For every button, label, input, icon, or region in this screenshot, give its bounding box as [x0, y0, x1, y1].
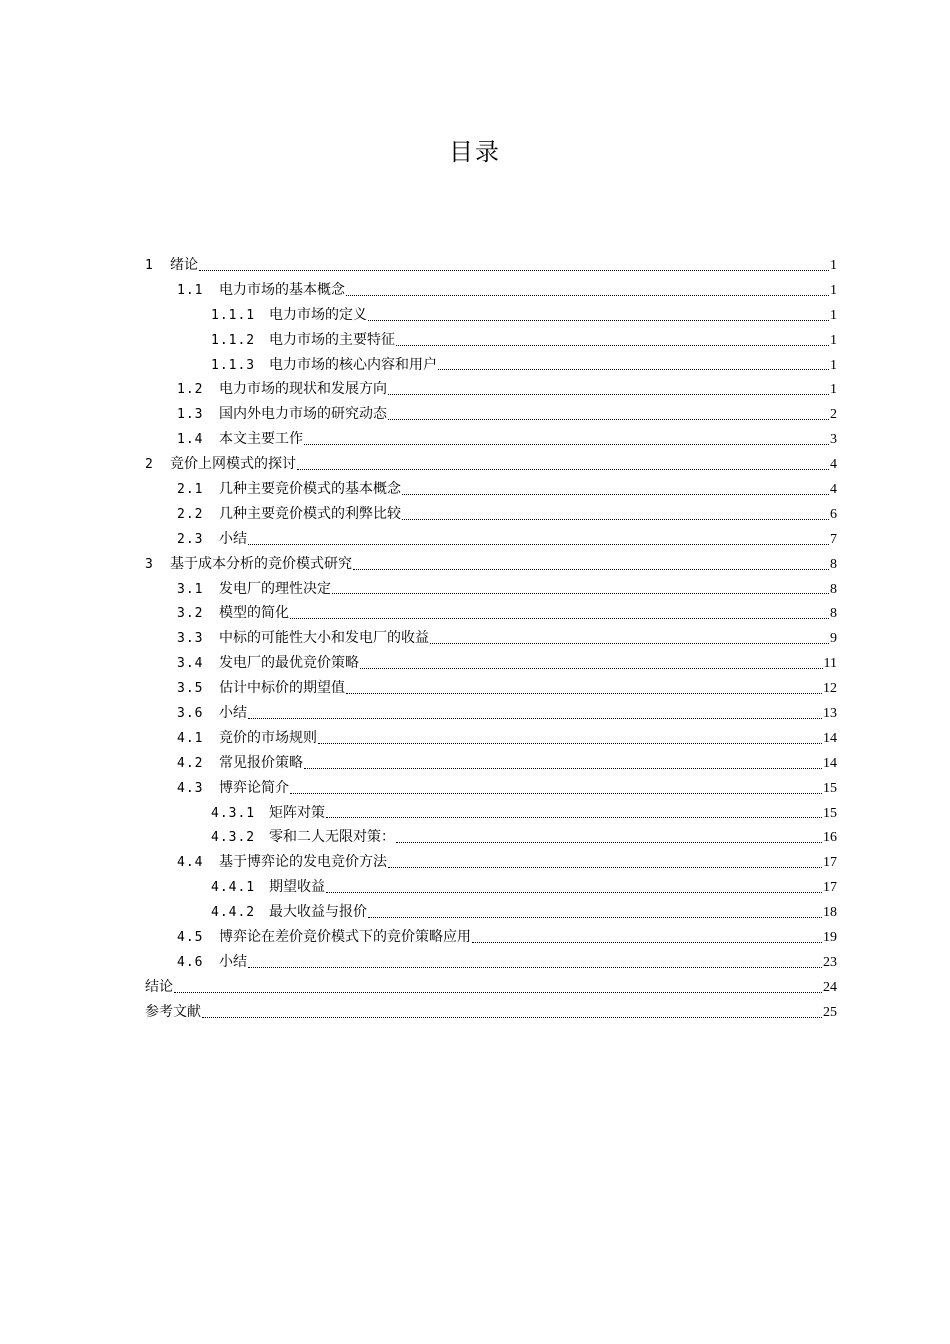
toc-entry-label: 零和二人无限对策：	[269, 829, 395, 846]
toc-entry-label: 电力市场的主要特征	[269, 331, 395, 348]
toc-dot-leader	[346, 692, 822, 694]
toc-entry-number: 4.2	[177, 755, 204, 771]
toc-entry-label: 电力市场的现状和发展方向	[219, 381, 387, 398]
toc-entry[interactable]	[145, 850, 837, 875]
toc-entry-page-number: 4	[830, 457, 837, 473]
toc-entry-page-number: 2	[830, 407, 837, 423]
toc-entry-page-number: 15	[823, 780, 837, 796]
toc-entry[interactable]	[145, 975, 837, 1000]
toc-entry-number: 3.1	[177, 581, 204, 597]
toc-entry[interactable]	[145, 328, 837, 353]
toc-entry-label: 国内外电力市场的研究动态	[219, 406, 387, 423]
toc-entry[interactable]	[145, 801, 837, 826]
toc-dot-leader	[304, 443, 829, 445]
toc-entry-page-number: 15	[823, 805, 837, 821]
toc-entry-page-number: 8	[830, 581, 837, 597]
toc-dot-leader	[368, 916, 822, 918]
toc-entry-number: 3	[145, 556, 154, 572]
toc-dot-leader	[248, 717, 822, 719]
toc-entry-number: 4.3	[177, 780, 204, 796]
toc-dot-leader	[388, 866, 822, 868]
toc-entry-label: 电力市场的定义	[269, 306, 367, 323]
toc-entry-number: 3.2	[177, 606, 204, 622]
toc-entry-label: 发电厂的理性决定	[219, 580, 331, 597]
toc-entry-page-number: 18	[823, 905, 837, 921]
toc-entry-label: 基于成本分析的竞价模式研究	[170, 555, 352, 572]
toc-dot-leader	[248, 543, 829, 545]
toc-dot-leader	[248, 966, 822, 968]
toc-entry-number: 3.6	[177, 706, 204, 722]
toc-entry-page-number: 8	[830, 556, 837, 572]
toc-entry[interactable]	[145, 776, 837, 801]
toc-entry-page-number: 16	[823, 830, 837, 846]
toc-entry[interactable]	[145, 477, 837, 502]
toc-entry-label: 期望收益	[269, 879, 325, 896]
toc-entry-label: 本文主要工作	[219, 431, 303, 448]
toc-entry[interactable]	[145, 552, 837, 577]
toc-entry[interactable]	[145, 278, 837, 303]
toc-entry-number: 1.4	[177, 432, 204, 448]
toc-entry[interactable]	[145, 377, 837, 402]
toc-dot-leader	[396, 344, 829, 346]
toc-entry-page-number: 1	[830, 357, 837, 373]
toc-entry[interactable]	[145, 875, 837, 900]
toc-entry-label: 小结	[219, 530, 247, 547]
toc-entry-number: 4.3.1	[211, 805, 256, 821]
toc-entry-page-number: 1	[830, 307, 837, 323]
toc-entry[interactable]	[145, 402, 837, 427]
toc-dot-leader	[290, 617, 829, 619]
toc-entry-label: 绪论	[170, 257, 198, 273]
toc-entry-page-number: 23	[823, 954, 837, 970]
toc-entry-number: 1.1.3	[211, 357, 256, 373]
toc-dot-leader	[304, 767, 822, 769]
toc-entry[interactable]	[145, 626, 837, 651]
toc-dot-leader	[290, 792, 822, 794]
toc-entry[interactable]	[145, 577, 837, 602]
toc-dot-leader	[438, 368, 829, 370]
toc-entry-label: 模型的简化	[219, 605, 289, 622]
toc-dot-leader	[402, 518, 829, 520]
toc-entry-label: 中标的可能性大小和发电厂的收益	[219, 630, 429, 647]
toc-entry[interactable]	[145, 502, 837, 527]
toc-dot-leader	[199, 269, 829, 271]
toc-entry-page-number: 1	[830, 332, 837, 348]
toc-entry-label: 估计中标价的期望值	[219, 680, 345, 697]
toc-entry-label: 小结	[219, 705, 247, 722]
toc-entry[interactable]	[145, 427, 837, 452]
toc-dot-leader	[346, 294, 829, 296]
toc-entry-number: 2	[145, 457, 154, 473]
toc-entry[interactable]	[145, 452, 837, 477]
toc-entry-page-number: 12	[823, 681, 837, 697]
toc-entry-number: 4.3.2	[211, 830, 256, 846]
toc-entry-number: 2.2	[177, 506, 204, 522]
toc-entry-page-number: 17	[823, 880, 837, 896]
toc-entry-page-number: 24	[823, 979, 837, 995]
toc-entry-number: 3.4	[177, 656, 204, 672]
toc-entry[interactable]	[145, 900, 837, 925]
toc-entry[interactable]	[145, 1000, 837, 1025]
toc-dot-leader	[326, 891, 822, 893]
toc-entry-label: 发电厂的最优竞价策略	[219, 655, 359, 672]
toc-entry-page-number: 13	[823, 706, 837, 722]
toc-entry-page-number: 17	[823, 855, 837, 871]
toc-entry-page-number: 6	[830, 506, 837, 522]
toc-dot-leader	[360, 667, 823, 669]
toc-entry-number: 1.3	[177, 407, 204, 423]
toc-entry-number: 1.2	[177, 382, 204, 398]
toc-entry-number: 4.4.1	[211, 880, 256, 896]
toc-entry-label: 竞价的市场规则	[219, 729, 317, 746]
toc-entry-page-number: 1	[830, 258, 837, 273]
toc-entry-page-number: 1	[830, 382, 837, 398]
toc-entry-label: 几种主要竞价模式的基本概念	[219, 481, 401, 498]
toc-entry[interactable]	[145, 825, 837, 850]
toc-entry-page-number: 11	[823, 656, 837, 672]
toc-entry[interactable]	[145, 726, 837, 751]
toc-entry[interactable]	[145, 253, 837, 278]
toc-entry-page-number: 3	[830, 432, 837, 448]
toc-entry[interactable]	[145, 601, 837, 626]
toc-dot-leader	[402, 493, 829, 495]
toc-dot-leader	[388, 418, 829, 420]
toc-entry-page-number: 7	[830, 531, 837, 547]
toc-dot-leader	[318, 742, 822, 744]
toc-entry-page-number: 14	[823, 755, 837, 771]
toc-entry-number: 1.1.1	[211, 307, 256, 323]
toc-dot-leader	[388, 393, 829, 395]
toc-dot-leader	[174, 991, 822, 993]
toc-dot-leader	[297, 468, 829, 470]
toc-entry-label: 常见报价策略	[219, 754, 303, 771]
toc-entry[interactable]	[145, 751, 837, 776]
toc-dot-leader	[326, 816, 822, 818]
toc-entry-label: 电力市场的基本概念	[219, 281, 345, 298]
toc-entry-number: 2.1	[177, 482, 204, 498]
toc-entry-page-number: 19	[823, 930, 837, 946]
toc-entry[interactable]	[145, 353, 837, 378]
toc-dot-leader	[332, 592, 829, 594]
toc-entry-number: 4.4.2	[211, 905, 256, 921]
toc-entry-number: 1.1.2	[211, 332, 256, 348]
toc-entry-label: 博弈论在差价竞价模式下的竞价策略应用	[219, 929, 471, 946]
toc-entry[interactable]	[145, 701, 837, 726]
toc-entry[interactable]	[145, 676, 837, 701]
toc-dot-leader	[430, 642, 829, 644]
toc-entry-page-number: 9	[830, 631, 837, 647]
toc-entry-number: 1	[145, 258, 154, 273]
toc-entry-page-number: 1	[830, 282, 837, 298]
toc-entry-number: 4.5	[177, 930, 204, 946]
toc-entry-label: 结论	[145, 978, 173, 995]
toc-entry-label: 参考文献	[145, 1003, 201, 1020]
toc-entry[interactable]	[145, 950, 837, 975]
toc-entry-number: 1.1	[177, 282, 204, 298]
toc-entry[interactable]	[145, 303, 837, 328]
toc-entry-number: 4.6	[177, 954, 204, 970]
toc-dot-leader	[368, 319, 829, 321]
toc-entry-label: 博弈论简介	[219, 779, 289, 796]
toc-entry-number: 3.3	[177, 631, 204, 647]
toc-dot-leader	[353, 568, 829, 570]
toc-entry[interactable]	[145, 925, 837, 950]
toc-entry-page-number: 4	[830, 482, 837, 498]
table-of-contents	[145, 253, 837, 1025]
toc-entry-label: 最大收益与报价	[269, 904, 367, 921]
toc-entry-label: 基于博弈论的发电竞价方法	[219, 854, 387, 871]
toc-entry-number: 4.4	[177, 855, 204, 871]
toc-entry-number: 3.5	[177, 681, 204, 697]
page-title: 目录	[449, 138, 501, 166]
toc-entry-page-number: 14	[823, 730, 837, 746]
toc-entry-page-number: 25	[823, 1004, 837, 1020]
toc-entry-label: 竞价上网模式的探讨	[170, 456, 296, 473]
toc-entry-label: 矩阵对策	[269, 804, 325, 821]
toc-dot-leader	[472, 941, 822, 943]
toc-entry-number: 2.3	[177, 531, 204, 547]
toc-dot-leader	[202, 1016, 822, 1018]
toc-entry[interactable]	[145, 651, 837, 676]
toc-entry-page-number: 8	[830, 606, 837, 622]
toc-entry-label: 小结	[219, 953, 247, 970]
toc-entry[interactable]	[145, 527, 837, 552]
toc-entry-label: 几种主要竞价模式的利弊比较	[219, 505, 401, 522]
toc-dot-leader	[396, 841, 822, 843]
toc-entry-number: 4.1	[177, 730, 204, 746]
toc-entry-label: 电力市场的核心内容和用户	[269, 356, 437, 373]
